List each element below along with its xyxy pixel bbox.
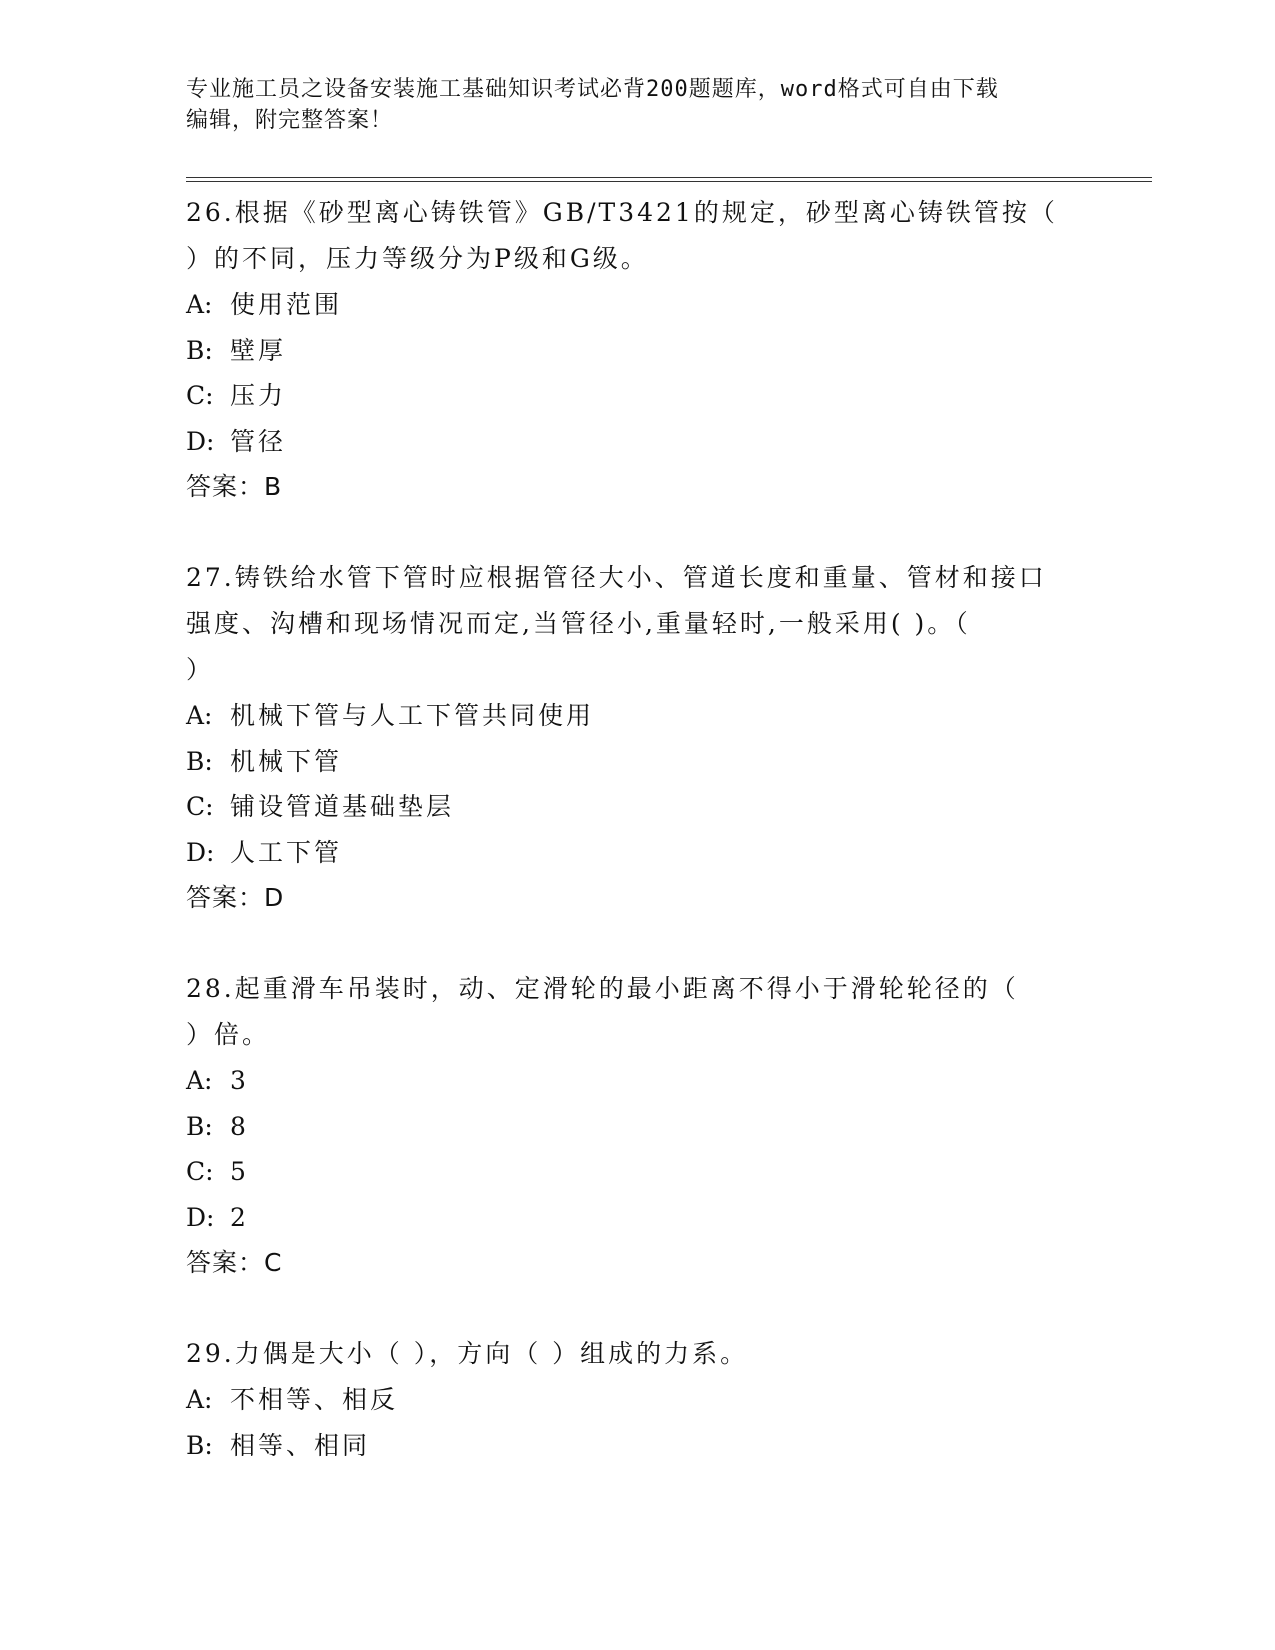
question-3: [186, 966, 1086, 1331]
option-c: [186, 1149, 1086, 1195]
option-c: [186, 784, 1086, 830]
answer-line: 答案：D: [186, 883, 285, 912]
option-key: D:: [186, 426, 215, 456]
option-text: 管径: [230, 426, 287, 456]
answer-line: 答案：B: [186, 472, 283, 501]
question-1: [186, 190, 1086, 555]
option-key: C:: [186, 1157, 214, 1186]
option-a: [186, 282, 1086, 328]
option-key: C:: [186, 792, 214, 821]
document-header: [186, 74, 1086, 136]
question-text-line: 26.根据《砂型离心铸铁管》GB/T3421的规定，砂型离心铸铁管按（: [186, 198, 1058, 227]
option-key: A:: [186, 1385, 213, 1414]
option-d: [186, 1195, 1086, 1241]
option-text: 使用范围: [230, 290, 343, 319]
header-rule-top: [186, 177, 1152, 178]
option-text: 5: [230, 1157, 249, 1186]
option-a: [186, 1058, 1086, 1104]
option-text: 壁厚: [230, 335, 287, 365]
option-key: B:: [186, 335, 213, 365]
option-text: 铺设管道基础垫层: [230, 792, 455, 821]
option-key: B:: [186, 1430, 213, 1460]
header-line-2: 编辑，附完整答案！: [186, 108, 394, 133]
option-key: A:: [186, 290, 213, 319]
question-list: [186, 190, 1086, 1468]
option-key: C:: [186, 381, 214, 410]
option-text: 3: [230, 1066, 249, 1095]
option-d: [186, 830, 1086, 876]
header-line-1: 专业施工员之设备安装施工基础知识考试必背200题题库，word格式可自由下载: [186, 77, 999, 102]
question-spacer: [186, 1286, 1086, 1331]
question-text-line: 29.力偶是大小（ ），方向（ ）组成的力系。: [186, 1339, 749, 1368]
question-4: [186, 1331, 1086, 1468]
question-text-line: 28.起重滑车吊装时，动、定滑轮的最小距离不得小于滑轮轮径的（: [186, 974, 1019, 1003]
option-key: D:: [186, 1202, 215, 1232]
question-spacer: [186, 921, 1086, 966]
question-text-line: 强度、沟槽和现场情况而定,当管径小,重量轻时,一般采用( )。（: [186, 609, 971, 638]
question-text-line: ）的不同，压力等级分为P级和G级。: [186, 244, 649, 273]
option-key: B:: [186, 1111, 213, 1141]
option-key: B:: [186, 746, 213, 776]
option-text: 2: [230, 1202, 249, 1232]
question-text-line: ）倍。: [186, 1020, 271, 1049]
option-text: 人工下管: [230, 837, 343, 867]
option-text: 相等、相同: [230, 1430, 371, 1460]
option-text: 不相等、相反: [230, 1385, 399, 1414]
option-c: [186, 373, 1086, 419]
option-b: [186, 739, 1086, 785]
option-a: [186, 693, 1086, 739]
question-text-line: ）: [186, 655, 215, 684]
question-2: [186, 555, 1086, 966]
option-text: 机械下管与人工下管共同使用: [230, 701, 595, 730]
option-text: 机械下管: [230, 746, 343, 776]
option-key: D:: [186, 837, 215, 867]
option-a: [186, 1377, 1086, 1423]
question-text-line: 27.铸铁给水管下管时应根据管径大小、管道长度和重量、管材和接口: [186, 563, 1047, 592]
option-b: [186, 1104, 1086, 1150]
option-b: [186, 1423, 1086, 1469]
answer-line: 答案：C: [186, 1248, 283, 1277]
option-d: [186, 419, 1086, 465]
option-key: A:: [186, 701, 213, 730]
option-text: 8: [230, 1111, 249, 1141]
option-text: 压力: [230, 381, 287, 410]
header-rule-bottom: [186, 181, 1152, 182]
option-key: A:: [186, 1066, 213, 1095]
question-spacer: [186, 510, 1086, 555]
option-b: [186, 328, 1086, 374]
